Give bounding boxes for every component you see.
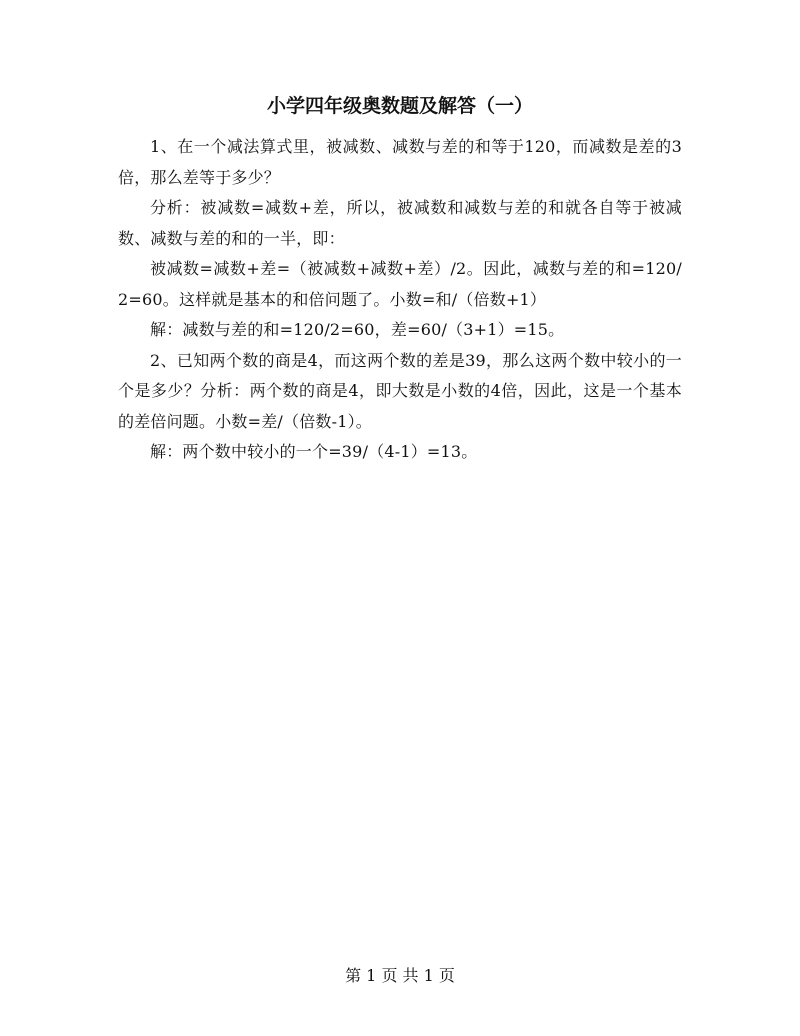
solution-2-paragraph: 解：两个数中较小的一个=39/（4-1）=13。 <box>150 442 478 461</box>
document-body <box>118 132 682 468</box>
formula-1-paragraph: 被减数=减数+差=（被减数+减数+差）/2。因此，减数与差的和=120/2=60。这样就是基本的和倍问题了。小数=和/（倍数+1） <box>118 259 682 309</box>
question-2-paragraph: 2、已知两个数的商是4，而这两个数的差是39，那么这两个数中较小的一个是多少？分析：两个数的商是4，即大数是小数的4倍，因此，这是一个基本的差倍问题。小数=差/（倍数-1）。 <box>118 350 682 431</box>
analysis-1-paragraph: 分析：被减数=减数+差，所以，被减数和减数与差的和就各自等于被减数、减数与差的和的一半，即： <box>118 198 682 248</box>
solution-1-paragraph: 解：减数与差的和=120/2=60，差=60/（3+1）=15。 <box>150 320 565 339</box>
question-1-paragraph: 1、在一个减法算式里，被减数、减数与差的和等于120，而减数是差的3倍，那么差等于多少？ <box>118 137 682 187</box>
page-title: 小学四年级奥数题及解答（一） <box>266 95 533 117</box>
page-number-footer: 第 1 页 共 1 页 <box>345 966 455 985</box>
